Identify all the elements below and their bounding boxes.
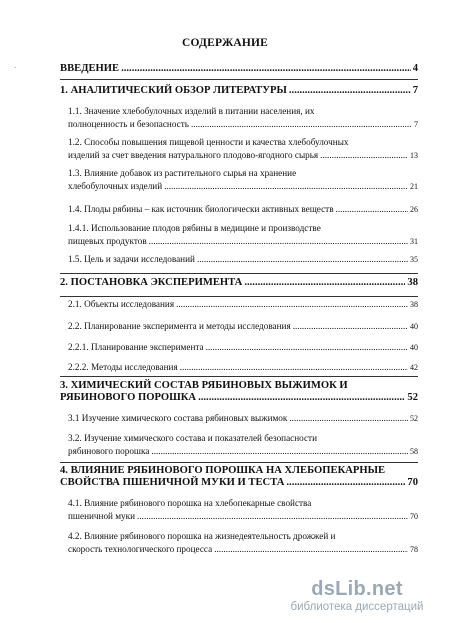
dot-leader [286,476,405,490]
dot-leader [137,510,408,523]
dot-leader [289,412,408,425]
toc-page-number: 40 [410,322,418,331]
watermark [272,578,442,614]
toc-page-number: 4 [412,63,418,74]
scan-mark: · [14,64,17,72]
toc-entry-text: полноценность и безопасность [68,118,189,129]
toc-entry-text: 1. АНАЛИТИЧЕСКИЙ ОБЗОР ЛИТЕРАТУРЫ [60,85,287,96]
toc-entry-text: 1.4.1. Использование плодов рябины в медицине и производстве [68,223,321,233]
toc-entry-text: пищевых продуктов [68,235,147,246]
toc-entry-text: изделий за счет введения натурального плодово-ягодного сырья [68,149,319,160]
dot-leader [198,391,405,405]
section-divider [60,376,418,377]
section-divider [60,79,418,80]
dot-leader [289,84,411,98]
toc-page-number: 13 [410,150,418,160]
dot-leader [336,203,408,216]
toc-entry-text: 3.1 Изучение химического состава рябиновых выжимок [68,413,288,423]
toc-entry-text: 1.2. Способы повышения пищевой ценности и качества хлебобулочных [68,137,349,147]
section-divider [60,296,418,297]
toc-page-number: 21 [410,181,418,191]
dot-leader [180,361,408,374]
toc-section[interactable] [60,203,418,217]
dot-leader [244,276,405,290]
toc-page-number: 52 [407,392,418,403]
dot-leader [164,180,408,193]
toc-entry-text: 2.1. Объекты исследования [68,299,175,309]
toc-section[interactable] [60,412,418,426]
dot-leader [197,253,408,266]
toc-entry-text: рябинового порошка [68,445,150,456]
toc-section[interactable] [60,167,418,193]
toc-entry-text: 4.1. Влияние рябинового порошка на хлебопекарные свойства [68,498,312,508]
toc-page-number: 7 [412,85,418,96]
toc-entry-text: РЯБИНОВОГО ПОРОШКА [60,392,197,403]
toc-entry-text: 1.4. Плоды рябины – как источник биологически активных веществ [68,204,334,214]
section-divider [60,273,418,274]
toc-entry-text: 2. ПОСТАНОВКА ЭКСПЕРИМЕНТА [60,277,243,288]
toc-entry-text: 4. ВЛИЯНИЕ РЯБИНОВОГО ПОРОШКА НА ХЛЕБОПЕКАРНЫЕ [60,465,386,476]
dot-leader [320,149,408,162]
toc-chapter[interactable] [60,276,418,290]
dot-leader [149,235,408,248]
toc-section[interactable] [60,222,418,248]
dot-leader [206,341,408,354]
toc-entry-text: 2.2. Планирование эксперимента и методы исследования [68,321,291,331]
watermark-logo: dsLib.net [311,578,403,600]
toc-section[interactable] [60,320,418,334]
toc-page-number: 70 [407,477,418,488]
toc-page-number: 31 [410,236,418,246]
dot-leader [191,118,412,131]
dot-leader [214,543,408,556]
toc-page-number: 38 [407,277,418,288]
toc-entry-text: СВОЙСТВА ПШЕНИЧНОЙ МУКИ И ТЕСТА [60,477,285,488]
toc-section[interactable] [60,341,418,355]
page-title: СОДЕРЖАНИЕ [181,37,269,49]
toc-entry-text: пшеничной муки [68,510,136,521]
toc-chapter[interactable] [60,84,418,98]
dot-leader [121,62,411,76]
toc-entry-text: скорость технологического процесса [68,543,213,554]
toc-entry-text: 3.2. Изучение химического состава и показателей безопасности [68,433,317,443]
toc-page-number: 38 [410,300,418,309]
toc-page-number: 78 [410,544,418,554]
section-divider [60,462,418,463]
toc-entry-text: 1.3. Влияние добавок из растительного сырья на хранение [68,168,297,178]
toc-page-number: 58 [410,446,418,456]
toc-page-number: 7 [414,119,418,129]
toc-entry-text: 3. ХИМИЧЕСКИЙ СОСТАВ РЯБИНОВЫХ ВЫЖИМОК И [60,380,348,391]
toc-entry-text: хлебобулочных изделий [68,180,163,191]
toc-section[interactable] [60,530,418,556]
dot-leader [293,320,408,333]
toc-page-number: 70 [410,511,418,521]
watermark-subtitle: библиотека диссертаций [290,601,424,613]
toc-section[interactable] [60,298,418,312]
toc-page-number: 26 [410,205,418,214]
toc-section[interactable] [60,432,418,458]
toc-section[interactable] [60,136,418,162]
toc-entry-text: 4.2. Влияние рябинового порошка на жизнедеятельность дрожжей и [68,531,336,541]
toc-entry-text: 1.1. Значение хлебобулочных изделий в питании населения, их [68,106,315,116]
toc-entry-text: 2.2.2. Методы исследования [68,362,178,372]
toc-chapter[interactable] [60,380,418,405]
toc-section[interactable] [60,253,418,267]
toc-chapter[interactable] [60,465,418,490]
toc-section[interactable] [60,105,418,131]
toc-page-number: 40 [410,343,418,352]
dot-leader [151,445,408,458]
toc-chapter[interactable] [60,62,418,76]
toc-entry-text: 2.2.1. Планирование эксперимента [68,342,204,352]
toc-page-number: 35 [410,255,418,264]
toc-page-number: 52 [410,414,418,423]
toc-section[interactable] [60,497,418,523]
dot-leader [176,298,408,311]
toc-entry-text: 1.5. Цель и задачи исследований [68,254,195,264]
toc-page-number: 42 [410,363,418,372]
toc-section[interactable] [60,361,418,375]
toc-entry-text: ВВЕДЕНИЕ [60,63,120,74]
